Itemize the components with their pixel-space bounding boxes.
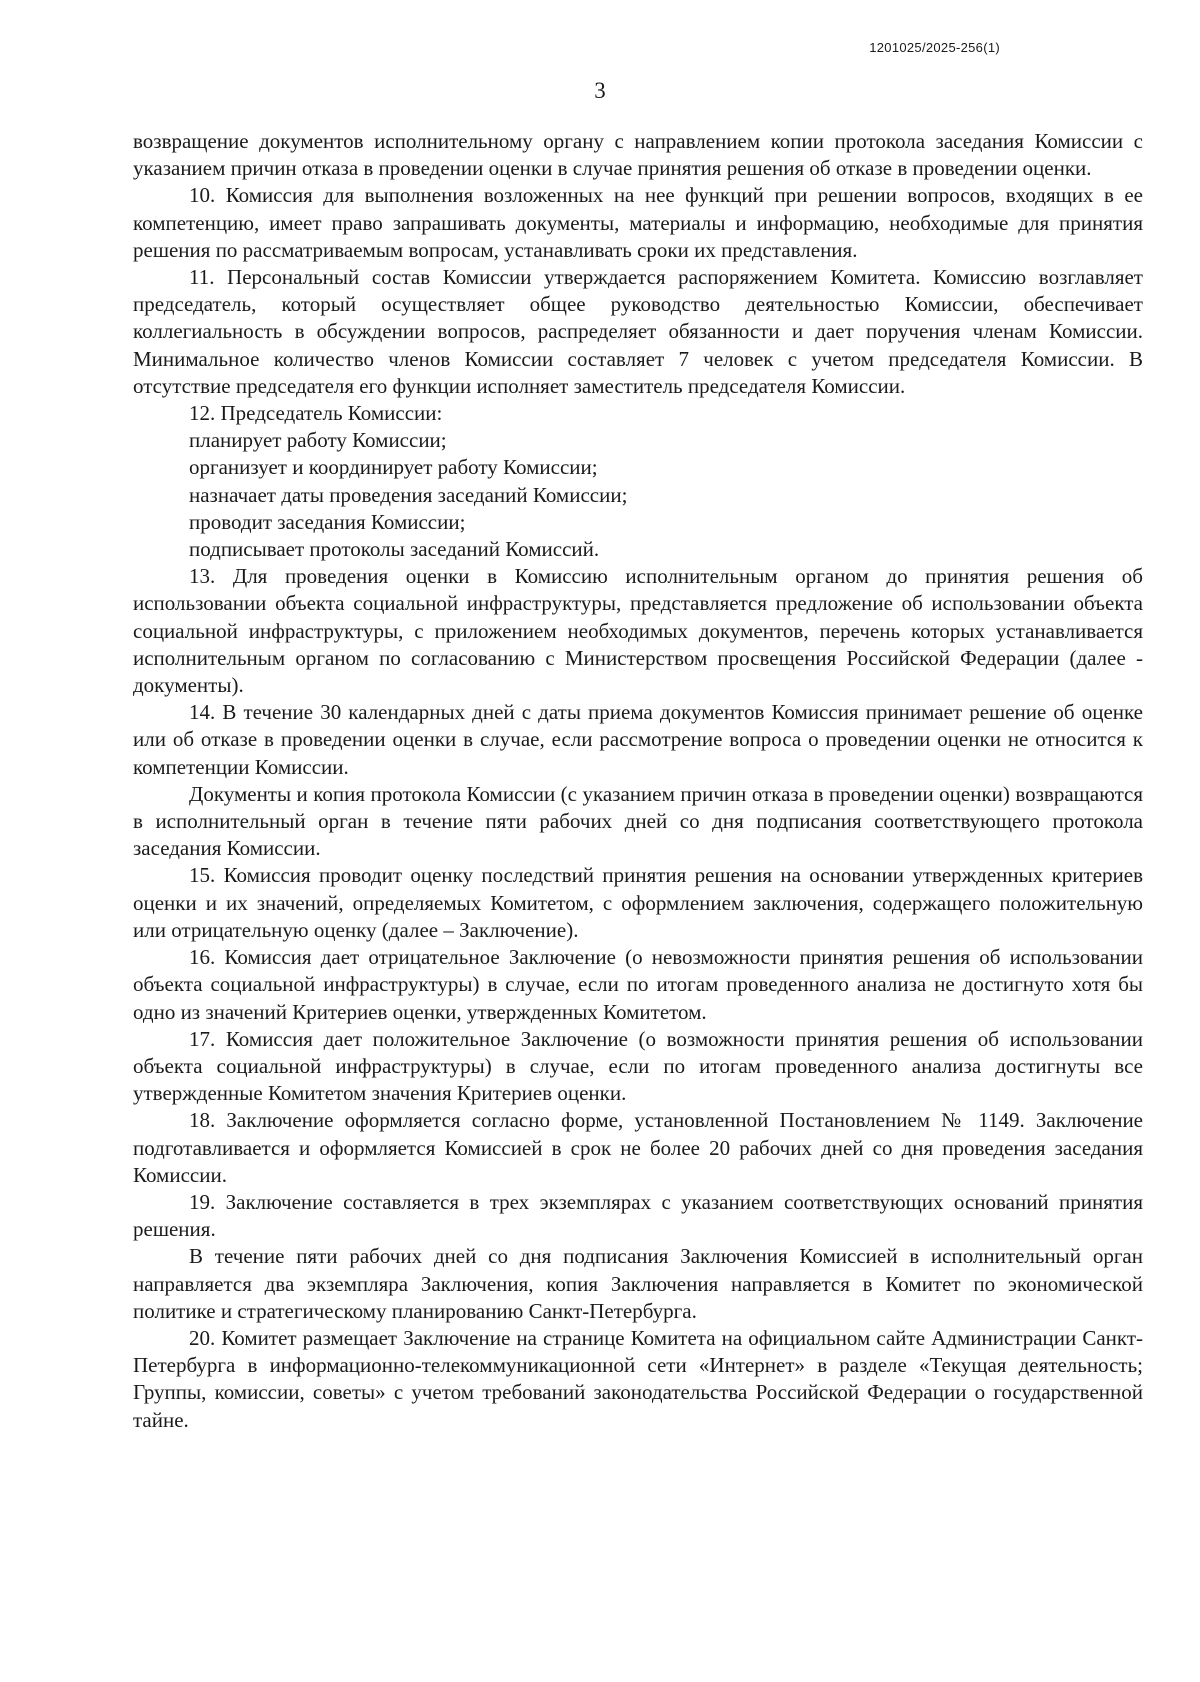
paragraph-17: 17. Комиссия дает положительное Заключение (о возможности принятия решения об использовании объекта социальной инфраструктуры) в случае, если по итогам проведенного анализа достигнуты все утвержденные Комитетом значения Критериев оценки. xyxy=(133,1026,1143,1106)
list-item: организует и координирует работу Комиссии; xyxy=(189,455,598,480)
page-number: 3 xyxy=(594,78,606,103)
paragraph-14: 14. В течение 30 календарных дней с даты приема документов Комиссия принимает решение об оценке или об отказе в проведении оценки в случае, если рассмотрение вопроса о проведении оценки не относится к компетенции Комиссии. xyxy=(133,700,1143,779)
paragraph-19: 19. Заключение составляется в трех экземплярах с указанием соответствующих оснований принятия решения. xyxy=(133,1189,1143,1242)
paragraph-16: 16. Комиссия дает отрицательное Заключение (о невозможности принятия решения об использовании объекта социальной инфраструктуры) в случае, если по итогам проведенного анализа не достигнуто хотя бы одно из значений Критериев оценки, утвержденных Комитетом. xyxy=(133,945,1143,1024)
paragraph-14-continuation: Документы и копия протокола Комиссии (с указанием причин отказа в проведении оценки) возвращаются в исполнительный орган в течение пяти рабочих дней со дня подписания соответствующего протокола заседания Комиссии. xyxy=(133,781,1143,861)
paragraph-13: 13. Для проведения оценки в Комиссию исполнительным органом до принятия решения об использовании объекта социальной инфраструктуры, представляется предложение об использовании объекта социальной инфраструктуры, с приложением необходимых документов, перечень которых устанавливается исполнительным органом по согласованию с Министерством просвещения Российской Федерации (далее - документы). xyxy=(133,564,1143,698)
paragraph-15: 15. Комиссия проводит оценку последствий принятия решения на основании утвержденных критериев оценки и их значений, определяемых Комитетом, с оформлением заключения, содержащего положительную или отрицательную оценку (далее – Заключение). xyxy=(133,863,1143,942)
document-body xyxy=(133,128,1143,1434)
list-item: подписывает протоколы заседаний Комиссий. xyxy=(189,537,600,562)
paragraph-11: 11. Персональный состав Комиссии утверждается распоряжением Комитета. Комиссию возглавляет председатель, который осуществляет общее руководство деятельностью Комиссии, обеспечивает коллегиальность в обсуждении вопросов, распределяет обязанности и дает поручения членам Комиссии. Минимальное количество членов Комиссии составляет 7 человек с учетом председателя Комиссии. В отсутствие председателя его функции исполняет заместитель председателя Комиссии. xyxy=(133,265,1143,398)
paragraph-18: 18. Заключение оформляется согласно форме, установленной Постановлением № 1149. Заключение подготавливается и оформляется Комиссией в срок не более 20 рабочих дней со дня проведения заседания Комиссии. xyxy=(133,1108,1143,1187)
paragraph-10: 10. Комиссия для выполнения возложенных на нее функций при решении вопросов, входящих в ее компетенцию, имеет право запрашивать документы, материалы и информацию, необходимые для принятия решения по рассматриваемым вопросам, устанавливать сроки их представления. xyxy=(133,183,1143,262)
list-item: планирует работу Комиссии; xyxy=(189,428,447,453)
paragraph-12: 12. Председатель Комиссии: xyxy=(189,401,443,426)
paragraph-19-continuation: В течение пяти рабочих дней со дня подписания Заключения Комиссией в исполнительный орган направляется два экземпляра Заключения, копия Заключения направляется в Комитет по экономической политике и стратегическому планированию Санкт-Петербурга. xyxy=(133,1244,1143,1323)
list-item: проводит заседания Комиссии; xyxy=(189,509,466,534)
paragraph-continuation: возвращение документов исполнительному органу с направлением копии протокола заседания Комиссии с указанием причин отказа в проведении оценки в случае принятия решения об отказе в проведении оценки. xyxy=(133,129,1143,181)
document-id: 1201025/2025-256(1) xyxy=(869,40,1000,55)
paragraph-20: 20. Комитет размещает Заключение на странице Комитета на официальном сайте Администрации Санкт-Петербурга в информационно-телекоммуникационной сети «Интернет» в разделе «Текущая деятельность; Группы, комиссии, советы» с учетом требований законодательства Российской Федерации о государственной тайне. xyxy=(133,1325,1143,1432)
list-item: назначает даты проведения заседаний Комиссии; xyxy=(189,482,628,507)
